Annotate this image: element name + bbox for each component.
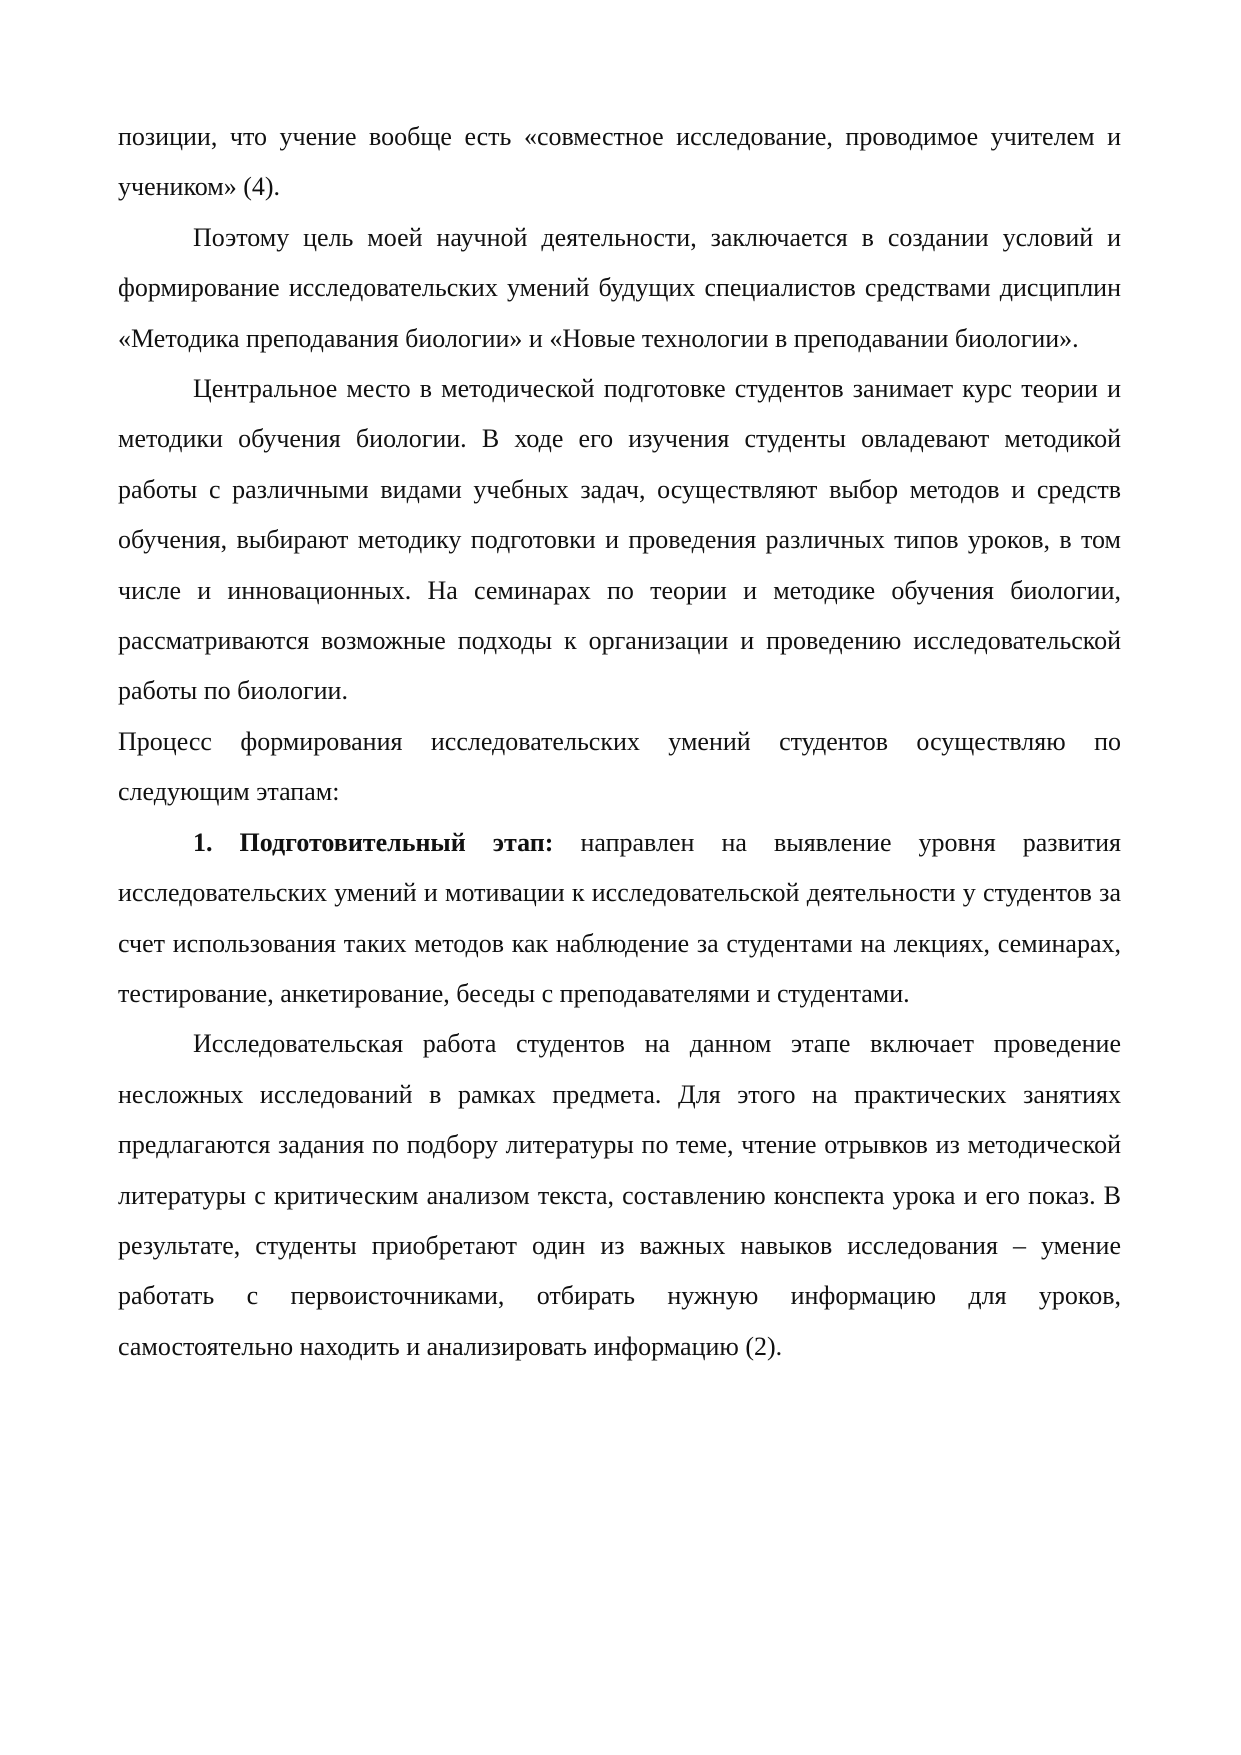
paragraph-goal: Поэтому цель моей научной деятельности, заключается в создании условий и формирование исследовательских умений будущих специалистов средствами дисциплин «Методика преподавания биологии» и «Новые технологии в преподавании биологии». [118, 222, 1121, 353]
document-body [118, 112, 1121, 1372]
paragraph-central-course: Центральное место в методической подготовке студентов занимает курс теории и методики обучения биологии. В ходе его изучения студенты овладевают методикой работы с различными видами учебных задач, осуществляют выбор методов и средств обучения, выбирают методику подготовки и проведения различных типов уроков, в том числе и инновационных. На семинарах по теории и методике обучения биологии, рассматриваются возможные подходы к организации и проведению исследовательской работы по биологии. [118, 374, 1121, 706]
paragraph-research-work: Исследовательская работа студентов на данном этапе включает проведение несложных исследований в рамках предмета. Для этого на практических занятиях предлагаются задания по подбору литературы по теме, чтение отрывков из методической литературы с критическим анализом текста, составлению конспекта урока и его показ. В результате, студенты приобретают один из важных навыков исследования – умение работать с первоисточниками, отбирать нужную информацию для уроков, самостоятельно находить и анализировать информацию (2). [118, 1029, 1121, 1361]
paragraph-preparatory-stage [118, 818, 1121, 1020]
paragraph-continuation: позиции, что учение вообще есть «совместное исследование, проводимое учителем и учеником» (4). [118, 122, 1121, 202]
preparatory-stage-text: направлен на выявление уровня развития исследовательских умений и мотивации к исследовательской деятельности у студентов за счет использования таких методов как наблюдение за студентами на лекциях, семинарах, тестирование, анкетирование, беседы с преподавателями и студентами. [118, 827, 1121, 1008]
paragraph-process-stages: Процесс формирования исследовательских умений студентов осуществляю по следующим этапам: [118, 726, 1121, 807]
preparatory-stage-heading: 1. Подготовительный этап: [193, 827, 554, 857]
